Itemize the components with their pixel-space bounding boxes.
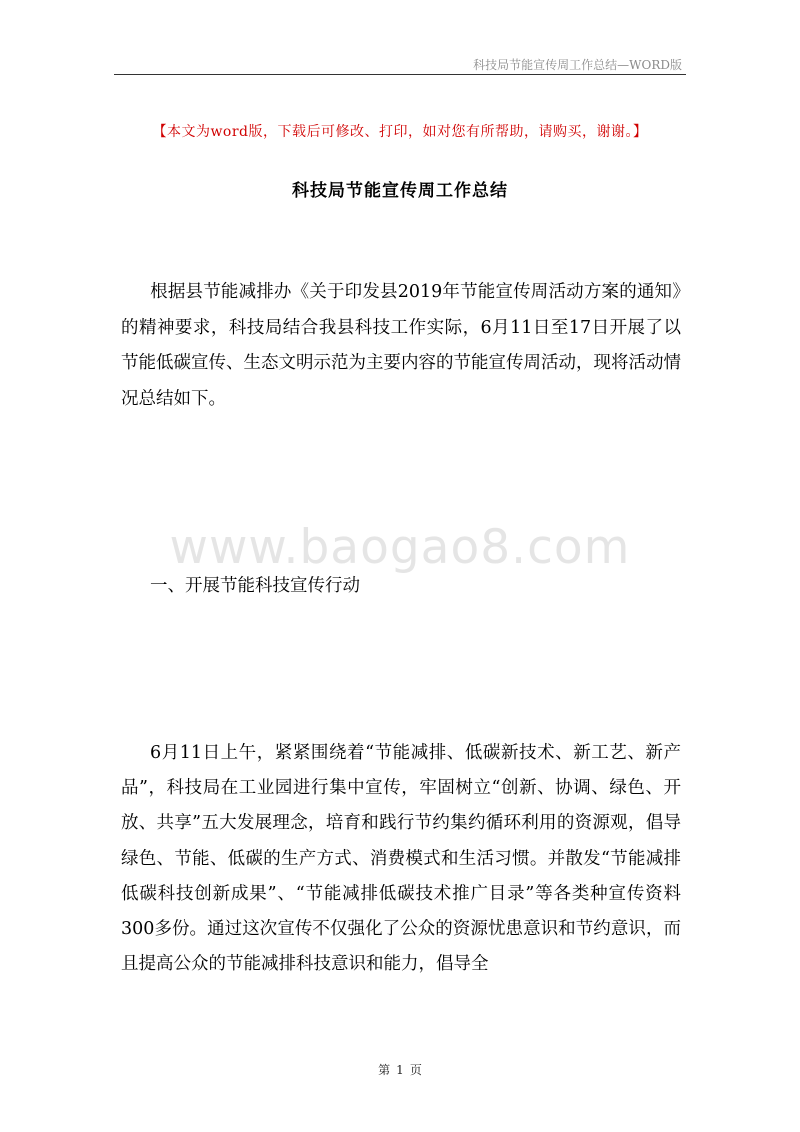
page-number: 1 bbox=[396, 1063, 404, 1077]
paragraph-section1-text: 6月11日上午，紧紧围绕着“节能减排、低碳新技术、新工艺、新产品”，科技局在工业园进行集中宣传，牢固树立“创新、协调、绿色、开放、共享”五大发展理念，培育和践行节约集约循环利用的资源观，倡导绿色、节能、低碳的生产方式、消费模式和生活习惯。并散发“节能减排低碳科技创新成果”、“节能减排低碳技术推广目录”等各类种宣传资料300多份。通过这次宣传不仅强化了公众的资源忧患意识和节约意识，而且提高公众的节能减排科技意识和能力，倡导全 bbox=[121, 743, 681, 975]
footer-prefix: 第 bbox=[378, 1063, 391, 1077]
document-title: 科技局节能宣传周工作总结 bbox=[292, 181, 508, 201]
running-header: 科技局节能宣传周工作总结—WORD版 bbox=[473, 58, 682, 72]
paragraph-intro-text: 根据县节能减排办《关于印发县2019年节能宣传周活动方案的通知》的精神要求，科技局结合我县科技工作实际，6月11日至17日开展了以节能低碳宣传、生态文明示范为主要内容的节能宣传周活动，现将活动情况总结如下。 bbox=[121, 282, 681, 409]
section-heading: 一、开展节能科技宣传行动 bbox=[150, 576, 360, 596]
header-divider bbox=[114, 74, 686, 75]
page-footer bbox=[0, 1061, 800, 1078]
watermark: www.baogao8.com bbox=[169, 520, 631, 575]
footer-suffix: 页 bbox=[409, 1063, 422, 1077]
purchase-notice: 【本文为word版，下载后可修改、打印，如对您有所帮助，请购买，谢谢。】 bbox=[152, 124, 648, 140]
paragraph-intro bbox=[121, 275, 681, 417]
paragraph-section1 bbox=[121, 736, 681, 982]
